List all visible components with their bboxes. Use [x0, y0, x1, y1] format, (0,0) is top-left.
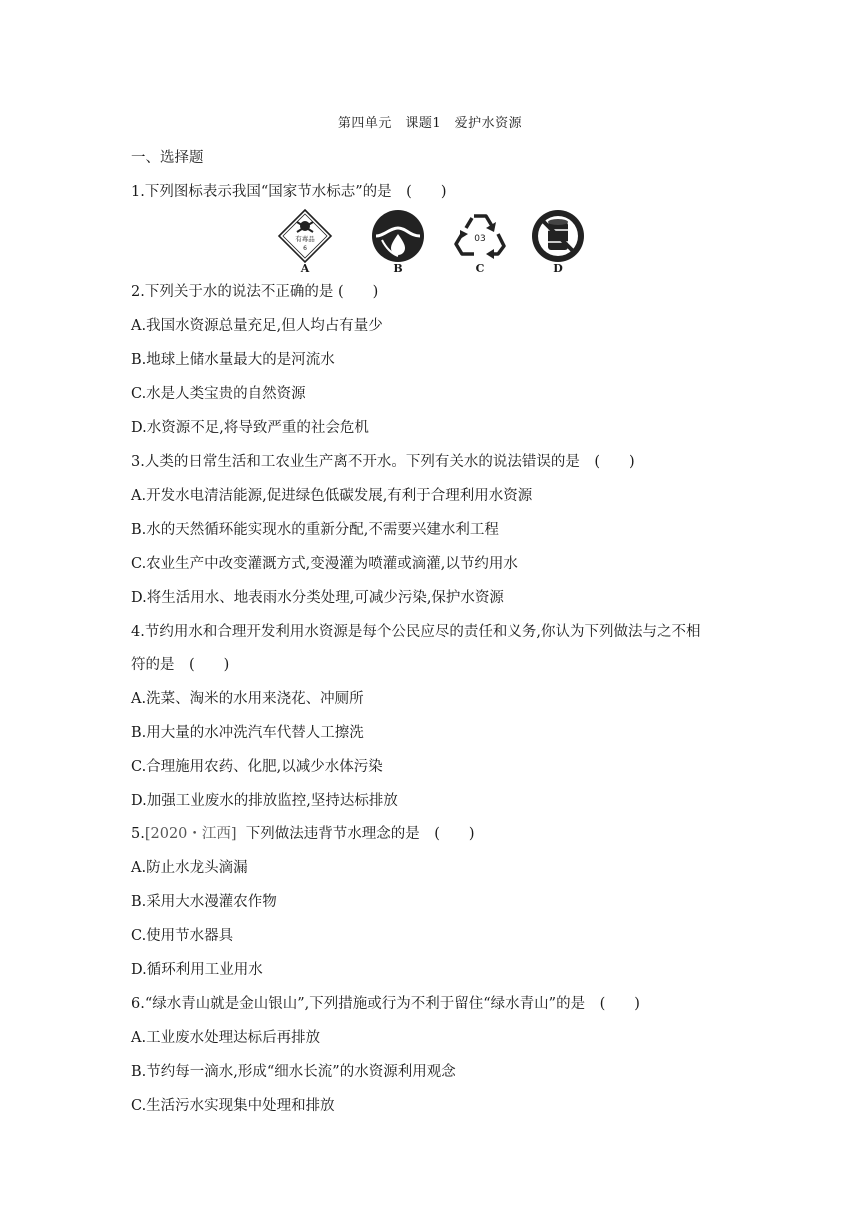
- question-2-stem: 2.下列关于水的说法不正确的是 ( ): [131, 284, 379, 300]
- toxic-class: 6: [303, 245, 307, 252]
- option-a-letter: A: [300, 262, 310, 275]
- question-5-option-c: C.使用节水器具: [131, 928, 234, 944]
- question-5-option-b: B.采用大水漫灌农作物: [131, 894, 277, 910]
- section-heading: 一、选择题: [131, 150, 204, 166]
- question-4-option-b: B.用大量的水冲洗汽车代替人工擦洗: [131, 725, 364, 741]
- question-1-stem: 1.下列图标表示我国“国家节水标志”的是 ( ): [131, 184, 447, 200]
- recycle-icon: [452, 208, 508, 264]
- question-4-stem-line2: 符的是 ( ): [131, 657, 230, 673]
- page-title: 第四单元 课题1 爱护水资源: [337, 116, 523, 131]
- no-dumping-icon: [530, 208, 586, 264]
- question-2-option-c: C.水是人类宝贵的自然资源: [131, 386, 306, 402]
- recycle-code: 03: [474, 234, 486, 244]
- question-5-stem: [131, 824, 475, 844]
- question-6-stem: 6.“绿水青山就是金山银山”,下列措施或行为不利于留住“绿水青山”的是 ( ): [131, 996, 640, 1012]
- question-6-option-b: B.节约每一滴水,形成“细水长流”的水资源利用观念: [131, 1064, 456, 1080]
- toxic-diamond-icon: [277, 208, 333, 264]
- question-5-number: 5.: [131, 826, 145, 842]
- question-2-option-a: A.我国水资源总量充足,但人均占有量少: [131, 318, 383, 334]
- option-d-letter: D: [553, 262, 563, 275]
- question-4-option-c: C.合理施用农药、化肥,以减少水体污染: [131, 759, 383, 775]
- question-6-option-a: A.工业废水处理达标后再排放: [131, 1030, 321, 1046]
- question-5-option-a: A.防止水龙头滴漏: [131, 860, 248, 876]
- question-3-option-b: B.水的天然循环能实现水的重新分配,不需要兴建水利工程: [131, 522, 499, 538]
- question-2-option-b: B.地球上储水量最大的是河流水: [131, 352, 335, 368]
- question-5-source: [2020・江西]: [144, 826, 237, 842]
- question-3-option-d: D.将生活用水、地表雨水分类处理,可减少污染,保护水资源: [131, 590, 504, 606]
- question-4-option-a: A.洗菜、淘米的水用来浇花、冲厕所: [131, 691, 364, 707]
- question-3-stem: 3.人类的日常生活和工农业生产离不开水。下列有关水的说法错误的是 ( ): [131, 454, 635, 470]
- question-3-option-a: A.开发水电清洁能源,促进绿色低碳发展,有利于合理利用水资源: [131, 488, 533, 504]
- option-a-icon-group: [277, 208, 333, 280]
- question-4-stem-line1: 4.节约用水和合理开发利用水资源是每个公民应尽的责任和义务,你认为下列做法与之不相: [131, 624, 701, 640]
- question-5-text: 下列做法违背节水理念的是 ( ): [245, 826, 475, 842]
- option-d-icon-group: [530, 208, 586, 280]
- question-3-option-c: C.农业生产中改变灌溉方式,变漫灌为喷灌或滴灌,以节约用水: [131, 556, 518, 572]
- option-b-icon-group: [370, 208, 426, 280]
- option-c-letter: C: [475, 262, 485, 275]
- toxic-label: 有毒品: [295, 235, 315, 243]
- question-5-option-d: D.循环利用工业用水: [131, 962, 263, 978]
- question-4-option-d: D.加强工业废水的排放监控,坚持达标排放: [131, 793, 398, 809]
- option-c-icon-group: [452, 208, 508, 280]
- question-2-option-d: D.水资源不足,将导致严重的社会危机: [131, 420, 369, 436]
- option-b-letter: B: [393, 262, 403, 275]
- water-saving-icon: [370, 208, 426, 264]
- question-6-option-c: C.生活污水实现集中处理和排放: [131, 1098, 335, 1114]
- question-1-icons: [0, 208, 860, 280]
